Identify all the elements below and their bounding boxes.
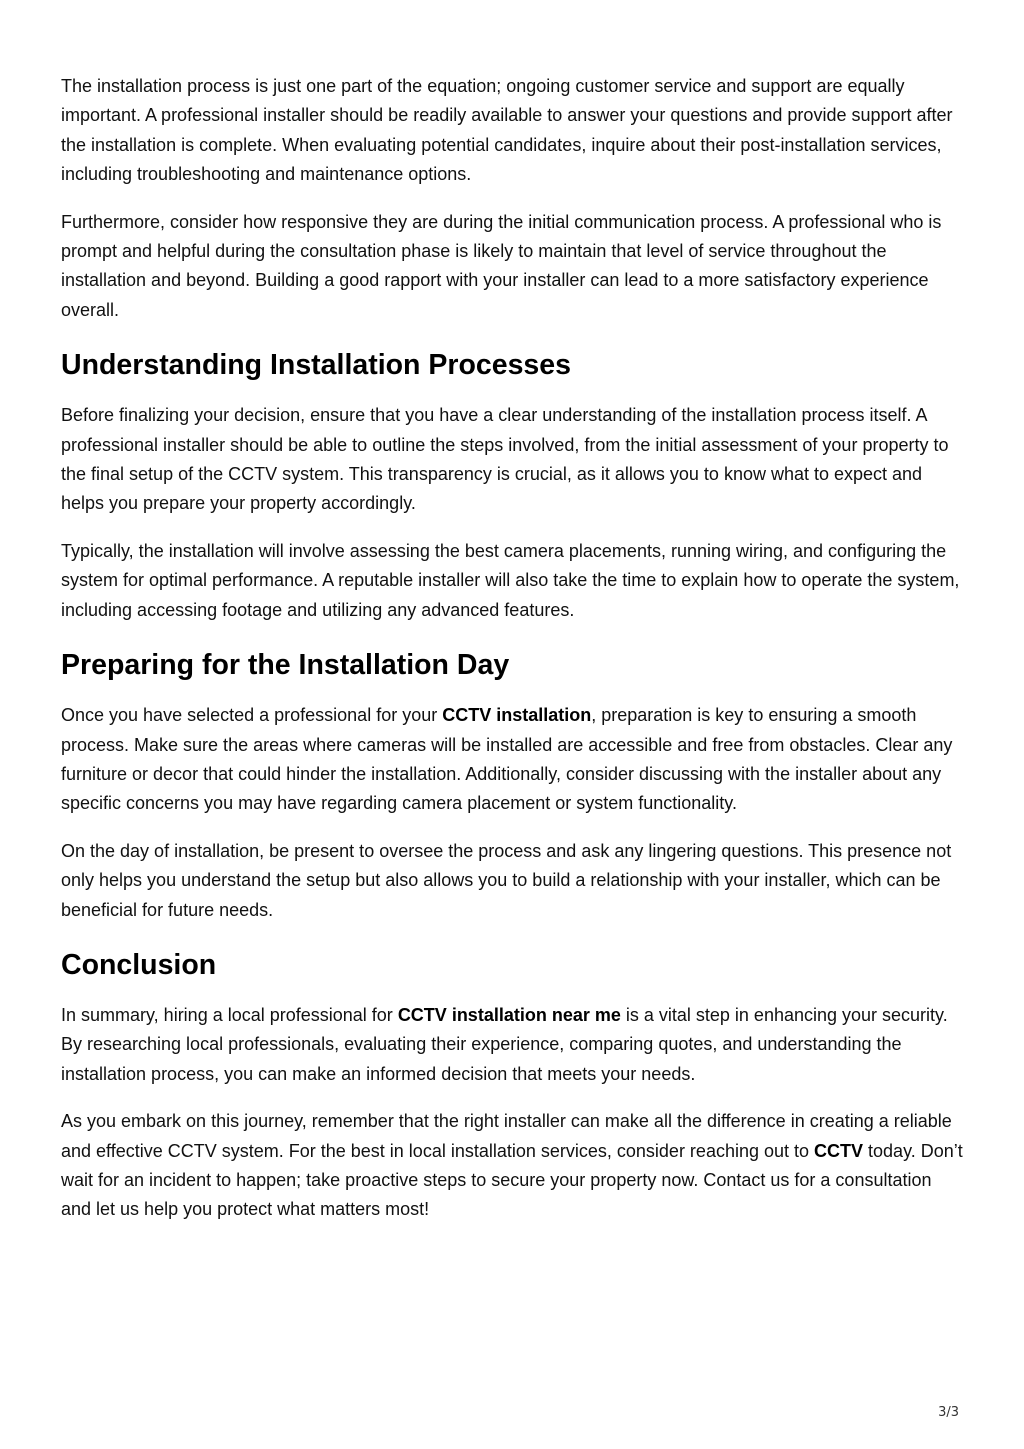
preparing-paragraph-2: On the day of installation, be present to oversee the process and ask any lingering questions. This presence not only helps you understand the setup but also allows you to build a relationship with your installer, which can be beneficial for future needs. [61, 840, 952, 920]
heading-preparing-installation-day: Preparing for the Installation Day [61, 649, 510, 682]
conclusion-p1-text-after: is a vital step in enhancing your security. By researching local professionals, evaluating their experience, comparing quotes, and understanding the installation process, you can make an informed decision that meets your needs. [61, 1004, 948, 1084]
preparing-p1-text-before: Once you have selected a professional for your [61, 705, 443, 726]
cctv-installation-near-me-bold: CCTV installation near me [397, 1004, 621, 1025]
heading-understanding-installation: Understanding Installation Processes [61, 349, 571, 382]
conclusion-paragraph-1 [61, 1001, 964, 1089]
page-number: 3/3 [938, 1405, 959, 1420]
cctv-bold: CCTV [814, 1140, 864, 1161]
conclusion-p2-text-before: As you embark on this journey, remember that the right installer can make all the difference in creating a reliable and effective CCTV system. For the best in local installation services, consider reaching out to [61, 1111, 952, 1161]
conclusion-paragraph-2 [61, 1107, 964, 1225]
intro-paragraph-2: Furthermore, consider how responsive they are during the initial communication process. A professional who is prompt and helpful during the consultation phase is likely to maintain that level of service throughout the installation and beyond. Building a good rapport with your installer can lead to a more satisfactory experience overall. [61, 211, 942, 320]
preparing-p1-text-after: , preparation is key to ensuring a smooth process. Make sure the areas where cameras will be installed are accessible and free from obstacles. Clear any furniture or decor that could hinder the installation. Additionally, consider discussing with the installer about any specific concerns you may have regarding camera placement or system functionality. [61, 705, 953, 814]
document-page [61, 72, 964, 1243]
understanding-paragraph-1: Before finalizing your decision, ensure that you have a clear understanding of the installation process itself. A professional installer should be able to outline the steps involved, from the initial assessment of your property to the final setup of the CCTV system. This transparency is crucial, as it allows you to know what to expect and helps you prepare your property accordingly. [61, 405, 949, 514]
conclusion-p1-text-before: In summary, hiring a local professional for [61, 1004, 398, 1025]
conclusion-p2-text-after: today. Don’t wait for an incident to happen; take proactive steps to secure your property now. Contact us for a consultation and let us help you protect what matters most! [61, 1140, 963, 1220]
heading-conclusion: Conclusion [61, 948, 217, 981]
intro-paragraph-1: The installation process is just one part of the equation; ongoing customer service and support are equally important. A professional installer should be readily available to answer your questions and provide support after the installation is complete. When evaluating potential candidates, inquire about their post-installation services, including troubleshooting and maintenance options. [61, 76, 953, 185]
preparing-paragraph-1 [61, 701, 964, 819]
cctv-installation-bold: CCTV installation [442, 705, 592, 726]
understanding-paragraph-2: Typically, the installation will involve assessing the best camera placements, running wiring, and configuring the system for optimal performance. A reputable installer will also take the time to explain how to operate the system, including accessing footage and utilizing any advanced features. [61, 540, 960, 620]
